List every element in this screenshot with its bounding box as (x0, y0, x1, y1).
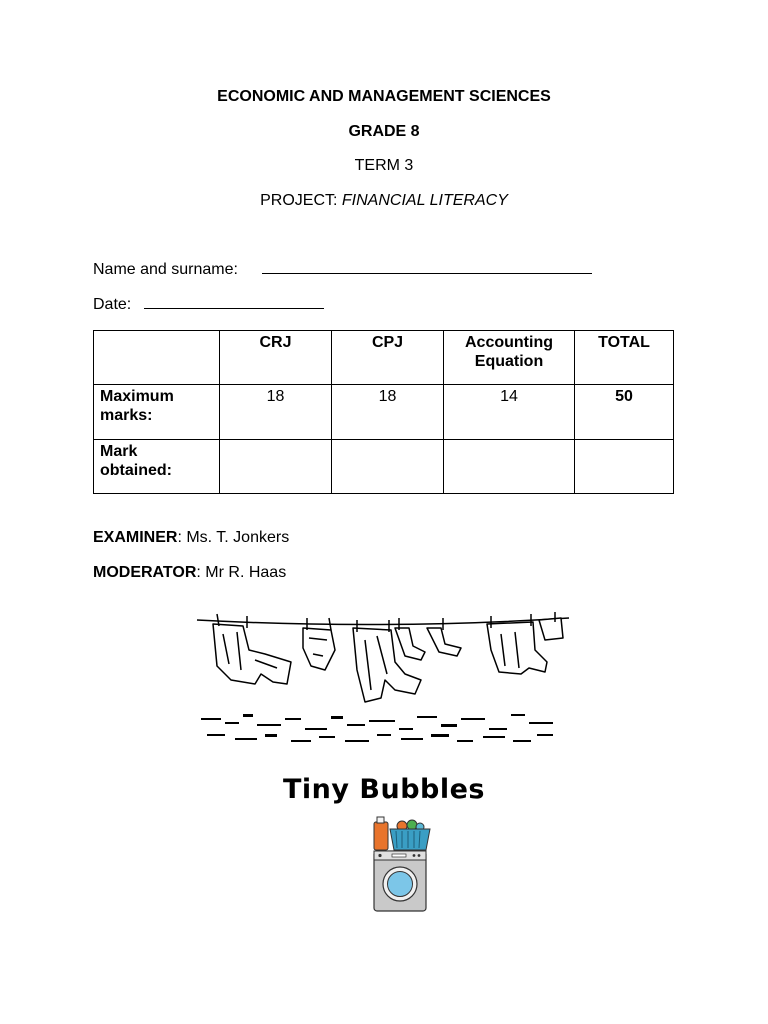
moderator-label: MODERATOR (93, 564, 197, 581)
table-cell[interactable] (220, 440, 332, 494)
moderator-name: : Mr R. Haas (196, 564, 287, 581)
moderator-line (93, 564, 286, 582)
table-cell: 18 (220, 385, 332, 440)
brand-title: Tiny Bubbles (283, 774, 485, 805)
project-prefix: PROJECT: (260, 192, 342, 209)
table-row (94, 440, 674, 494)
grade-title: GRADE 8 (348, 123, 420, 140)
date-label: Date: (93, 296, 132, 313)
project-title (0, 192, 768, 210)
clothesline-icon (195, 610, 573, 750)
table-header-cell: CRJ (220, 331, 332, 385)
date-field-row (93, 296, 324, 314)
table-cell: 18 (332, 385, 444, 440)
washing-machine-icon (368, 814, 434, 914)
examiner-line (93, 529, 289, 547)
subject-title: ECONOMIC AND MANAGEMENT SCIENCES (217, 88, 551, 105)
marks-table (93, 330, 674, 494)
row-label: Mark obtained: (94, 440, 220, 494)
table-cell[interactable] (444, 440, 575, 494)
table-cell[interactable] (332, 440, 444, 494)
table-header-cell: CPJ (332, 331, 444, 385)
name-input-line[interactable] (262, 273, 592, 274)
table-row (94, 385, 674, 440)
table-header-cell: Accounting Equation (444, 331, 575, 385)
name-field-row (93, 261, 592, 279)
date-input-line[interactable] (144, 308, 324, 309)
table-header-row (94, 331, 674, 385)
table-header-cell (94, 331, 220, 385)
table-header-cell: TOTAL (575, 331, 674, 385)
name-label: Name and surname: (93, 261, 238, 278)
project-name: FINANCIAL LITERACY (341, 192, 508, 209)
table-cell: 50 (575, 385, 674, 440)
row-label: Maximum marks: (94, 385, 220, 440)
term-title: TERM 3 (354, 157, 414, 174)
examiner-name: : Ms. T. Jonkers (177, 529, 290, 546)
table-cell[interactable] (575, 440, 674, 494)
table-cell: 14 (444, 385, 575, 440)
examiner-label: EXAMINER (93, 529, 178, 546)
